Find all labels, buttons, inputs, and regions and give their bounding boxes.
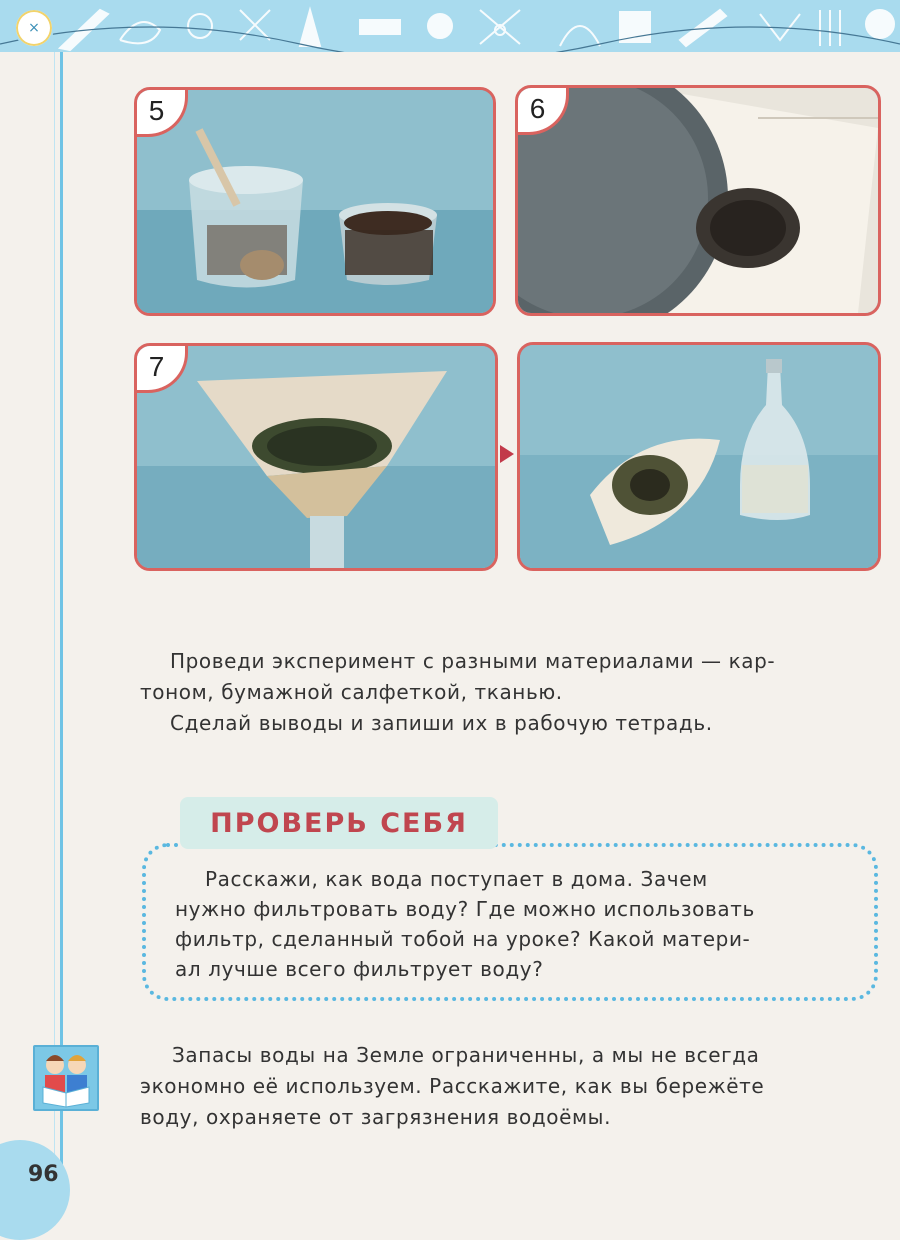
tools-pattern — [0, 0, 900, 52]
check-line-3: фильтр, сделанный тобой на уроке? Какой матери- — [175, 927, 751, 951]
header-band — [0, 0, 900, 52]
filter-funnel-illustration — [137, 346, 495, 568]
step-number: 5 — [134, 87, 188, 137]
margin-line-light — [54, 52, 55, 1200]
header-badge: × — [14, 8, 54, 48]
check-yourself-title: ПРОВЕРЬ СЕБЯ — [180, 797, 498, 849]
pair-line-3: воду, охраняете от загрязнения водоёмы. — [140, 1105, 612, 1129]
page-number: 96 — [28, 1162, 59, 1187]
photo-step-5 — [134, 87, 496, 316]
cups-illustration — [137, 90, 493, 313]
pair-work-icon — [35, 1047, 97, 1109]
margin-line — [60, 52, 63, 1200]
next-arrow — [500, 445, 514, 463]
instructions-line-3: Сделай выводы и запиши их в рабочую тетрадь. — [170, 711, 713, 735]
funnel-top-illustration — [518, 88, 878, 313]
check-line-4: ал лучше всего фильтрует воду? — [175, 957, 544, 981]
check-line-1: Расскажи, как вода поступает в дома. Зачем — [205, 867, 708, 891]
pair-line-2: экономно её используем. Расскажите, как вы бережёте — [140, 1074, 765, 1098]
photo-step-7 — [134, 343, 498, 571]
step-number: 6 — [515, 85, 569, 135]
check-line-2: нужно фильтровать воду? Где можно использовать — [175, 897, 755, 921]
instructions-line-2: тоном, бумажной салфеткой, тканью. — [140, 680, 563, 704]
result-illustration — [520, 345, 878, 568]
instructions — [140, 646, 870, 739]
instructions-line-1: Проведи эксперимент с разными материалами — кар- — [170, 649, 776, 673]
children-reading-icon — [33, 1045, 99, 1111]
check-yourself-text — [175, 864, 865, 984]
photo-result — [517, 342, 881, 571]
pair-line-1: Запасы воды на Земле ограниченны, а мы не всегда — [172, 1043, 760, 1067]
pair-task-text — [140, 1040, 880, 1133]
step-number: 7 — [134, 343, 188, 393]
photo-step-6 — [515, 85, 881, 316]
